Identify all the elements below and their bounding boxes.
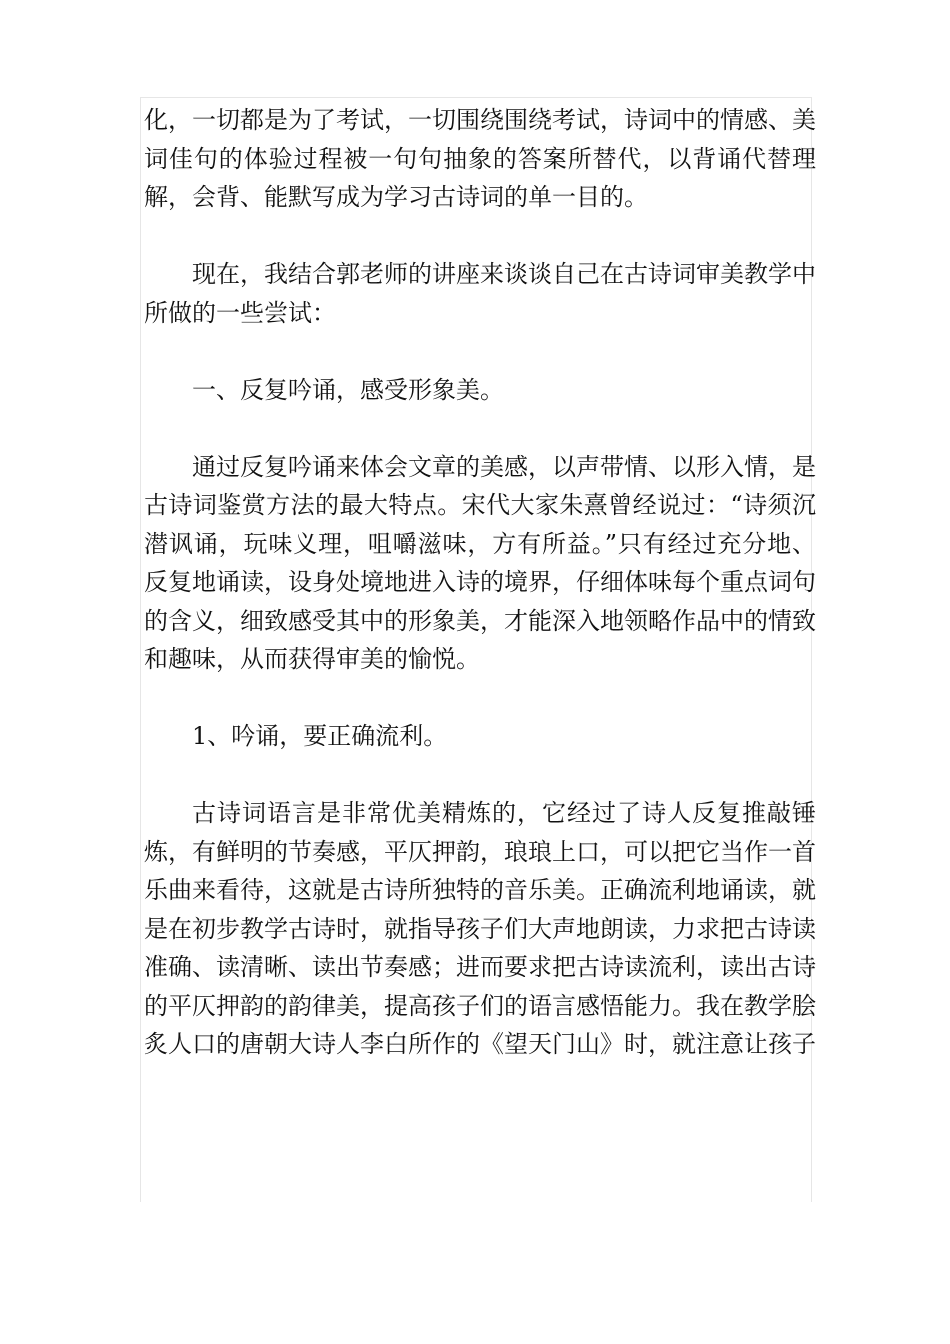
paragraph-continued: 化，一切都是为了考试，一切围绕围绕考试，诗词中的情感、美词佳句的体验过程被一句句抽象的答案所替代，以背诵代替理解，会背、能默写成为学习古诗词的单一目的。 [144, 106, 816, 211]
section-heading-1: 一、反复吟诵，感受形象美。 [192, 375, 504, 404]
paragraph-recitation: 通过反复吟诵来体会文章的美感，以声带情、以形入情，是古诗词鉴赏方法的最大特点。宋代大家朱熹曾经说过：“诗须沉潜讽诵，玩味义理，咀嚼滋味，方有所益。”只有经过充分地、反复地诵读，设身处境地进入诗的境界，仔细体味每个重点词句的含义，细致感受其中的形象美，才能深入地领略作品中的情致和趣味，从而获得审美的愉悦。 [144, 452, 816, 673]
subsection-heading-1: 1、吟诵，要正确流利。 [192, 722, 448, 750]
paragraph-intro: 现在，我结合郭老师的讲座来谈谈自己在古诗词审美教学中所做的一些尝试： [144, 260, 816, 327]
document-body [144, 101, 816, 1064]
paragraph-language: 古诗词语言是非常优美精炼的，它经过了诗人反复推敲锤炼，有鲜明的节奏感，平仄押韵，琅琅上口，可以把它当作一首乐曲来看待，这就是古诗所独特的音乐美。正确流利地诵读，就是在初步教学古诗时，就指导孩子们大声地朗读，力求把古诗读准确、读清晰、读出节奏感；进而要求把古诗读流利，读出古诗的平仄押韵的韵律美，提高孩子们的语言感悟能力。我在教学脍炙人口的唐朝大诗人李白所作的《望天门山》时，就注意让孩子 [144, 799, 816, 1058]
